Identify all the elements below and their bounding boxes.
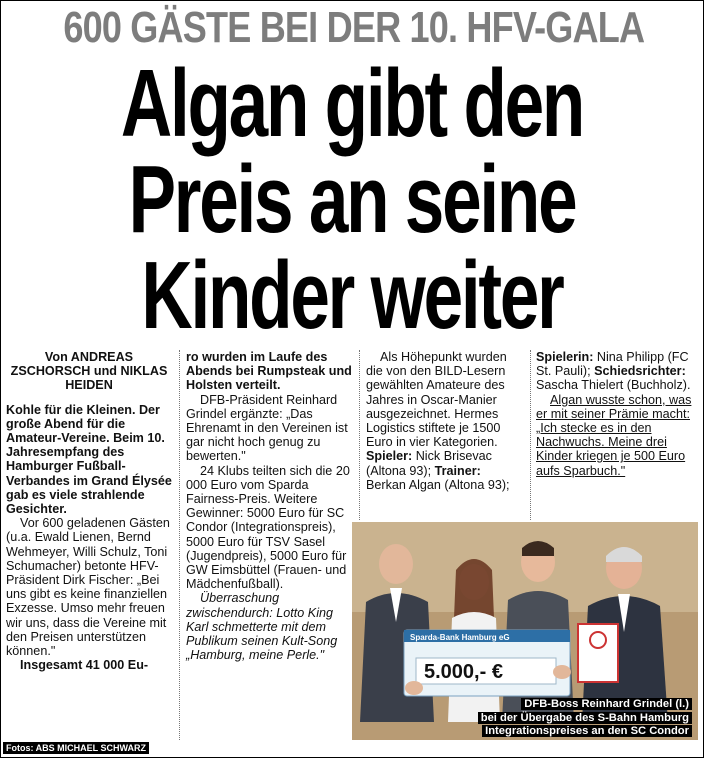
column-rule [530,350,531,520]
photo-caption [478,698,692,738]
quote-paragraph: Algan wusste schon, was er mit seiner Prämie macht: „Ich stecke es in den Nachwuchs. Meine drei Kinder kriegen je 500 Euro aufs Sparbuch." [536,392,692,478]
headline [0,50,704,349]
article-column-4 [536,350,696,478]
caption-line: bei der Übergabe des S-Bahn Hamburg [478,712,692,724]
body-paragraph: Vor 600 geladenen Gästen (u.a. Ewald Lienen, Bernd Wehmeyer, Willi Schulz, Toni Schumacher) betonte HFV-Präsident Dirk Fischer: „Bei uns gibt es keine finanziellen Exzesse. Umso mehr freuen wir uns, dass die Vereine mit den Preisen unterstützen können." [6,516,170,659]
winner-text: Nina Philipp (FC St. Pauli); [536,350,689,379]
body-paragraph: Überraschung zwischendurch: Lotto King Karl schmetterte mit dem Publikum seinen Kult-Song „Hamburg, meine Perle." [186,591,338,663]
category-label: Schiedsrichter: [594,364,686,379]
category-label: Spieler: [366,449,413,464]
caption-line: DFB-Boss Reinhard Grindel (l.) [521,698,692,710]
column-rule [179,350,180,740]
body-paragraph: DFB-Präsident Reinhard Grindel ergänzte: „Das Ehrenamt in den Vereinen ist gar nicht hoch genug zu bewerten." [186,392,348,464]
winner-text: Berkan Algan (Altona 93); [366,477,510,492]
article-column-3 [366,350,524,492]
category-label: Trainer: [434,463,481,478]
cheque-banner: Sparda-Bank Hamburg eG [410,633,510,642]
article-column-1 [6,350,172,672]
body-text: Als Höhepunkt wurden die von den BILD-Lesern gewählten Amateure des Jahres in Oscar-Manier ausgezeichnet. Hermes Logistics stiftete je 1500 Euro in vier Kategorien. [366,350,507,450]
body-paragraph [366,350,524,492]
body-paragraph: 24 Klubs teilten sich die 20 000 Euro vom Sparda Fairness-Preis. Weitere Gewinner: 5000 Euro für SC Condor (Integrationspreis), 5000 Euro für TSV Sasel (Jugendpreis), 5000 Euro für GW Eimsbüttel (Frauen- und Mädchenfußball). [186,463,350,592]
body-paragraph [536,350,696,393]
article-column-2 [186,350,352,662]
winner-text: Nick Brisevac (Altona 93); [366,449,492,478]
body-paragraph: ro wurden im Laufe des Abends bei Rumpsteak und Holsten verteilt. [186,350,352,393]
body-paragraph: Insgesamt 41 000 Eu- [20,658,149,673]
award-photo [352,522,698,740]
headline-line-2: Preis an seine [128,146,576,253]
lead-paragraph: Kohle für die Kleinen. Der große Abend für die Amateur-Vereine. Beim 10. Jahresempfang des Hamburger Fußball-Verbandes im Grand Élysée gab es viele strahlende Gesichter. [6,402,172,517]
kicker: 600 GÄSTE BEI DER 10. HFV-GALA [63,3,645,52]
headline-line-1: Algan gibt den [120,50,584,157]
byline: Von ANDREAS ZSCHORSCH und NIKLAS HEIDEN [10,350,168,393]
cheque-amount: 5.000,- € [424,661,503,683]
photo-credit: Fotos: ABS MICHAEL SCHWARZ [3,742,149,754]
column-rule [359,350,360,520]
category-label: Spielerin: [536,350,594,364]
caption-line: Integrationspreises an den SC Condor [482,725,692,737]
winner-text: Sascha Thielert (Buchholz). [536,378,691,393]
headline-line-3: Kinder weiter [141,242,563,349]
